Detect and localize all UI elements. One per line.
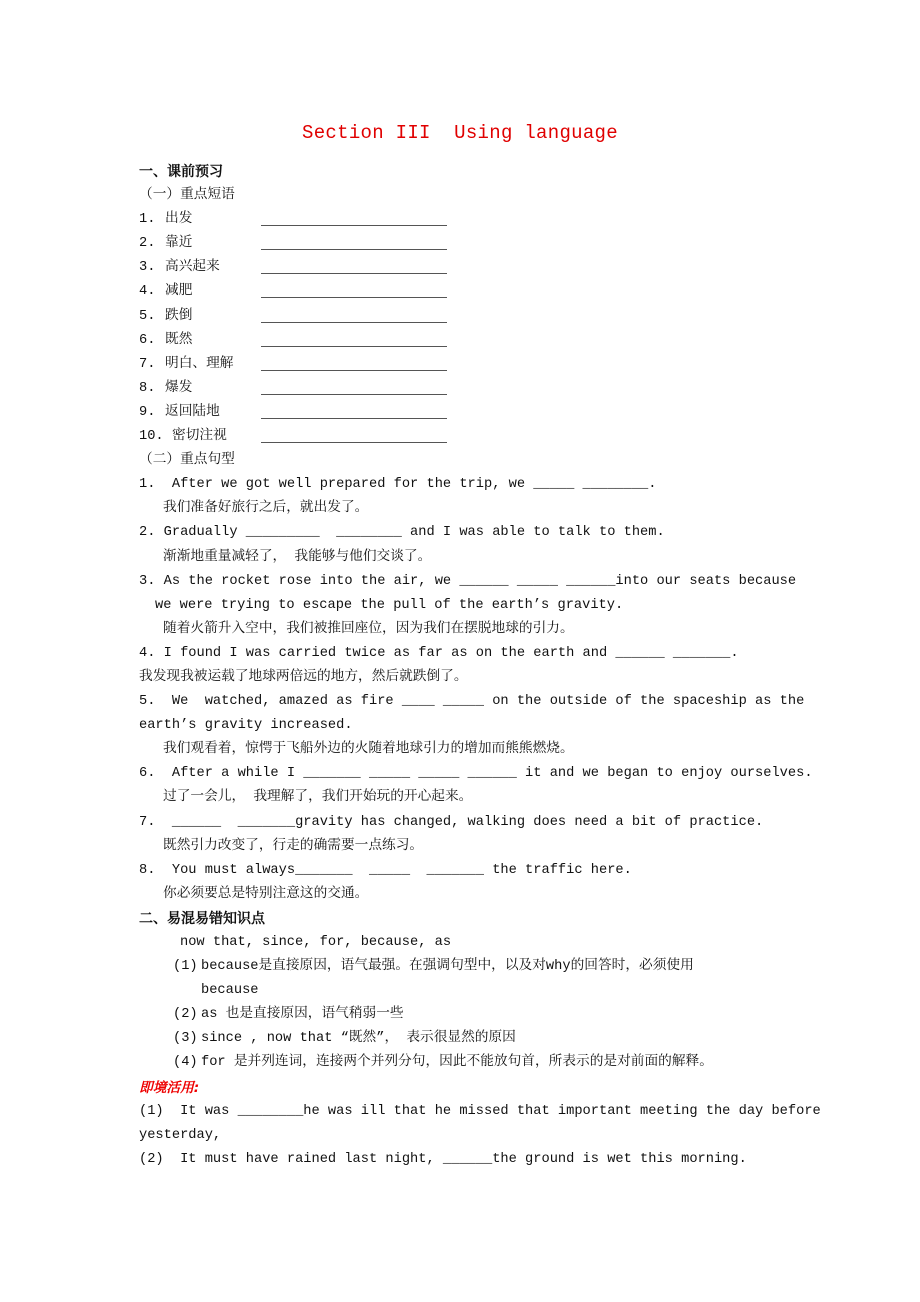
point-text: because是直接原因，语气最强。在强调句型中，以及对why的回答时，必须使用 xyxy=(201,959,694,975)
translation-4: 我发现我被运载了地球两倍远的地方，然后就跌倒了。 xyxy=(139,669,468,685)
sentence-7: 7. ______ _______gravity has changed, walking does need a bit of practice. xyxy=(139,814,764,830)
point-number: (4) xyxy=(173,1055,198,1071)
practice-1: (1) It was ________he was ill that he missed that important meeting the day before xyxy=(139,1103,821,1119)
practice-2: (2) It must have rained last night, ______the ground is wet this morning. xyxy=(139,1151,747,1167)
sentence-3: 3. As the rocket rose into the air, we ______ _____ ______into our seats because xyxy=(139,573,797,589)
subheading-phrases: （一）重点短语 xyxy=(139,188,235,204)
point-text: because xyxy=(201,983,259,999)
translation-8: 你必须要总是特别注意这的交通。 xyxy=(163,886,369,902)
phrase-number: 5. xyxy=(139,308,156,324)
phrase-item xyxy=(139,377,799,401)
conjunction-list: now that, since, for, because, as xyxy=(180,935,452,950)
answer-blank[interactable] xyxy=(261,329,447,347)
translation-6: 过了一会儿， 我理解了，我们开始玩的开心起来。 xyxy=(163,790,473,806)
phrase-item xyxy=(139,208,799,232)
sentence-5-cont: earth’s gravity increased. xyxy=(139,718,353,734)
phrase-number: 9. xyxy=(139,404,156,420)
sentence-6: 6. After a while I _______ _____ _____ ______ it and we began to enjoy ourselves. xyxy=(139,766,813,782)
phrase-number: 1. xyxy=(139,212,156,228)
answer-blank[interactable] xyxy=(261,280,447,298)
document-body xyxy=(139,160,821,1172)
phrase-chinese: 高兴起来 xyxy=(165,260,220,276)
phrase-number: 2. xyxy=(139,236,156,252)
phrase-chinese: 跌倒 xyxy=(165,308,193,324)
answer-blank[interactable] xyxy=(261,401,447,419)
answer-blank[interactable] xyxy=(261,353,447,371)
sentence-1: 1. After we got well prepared for the trip, we _____ ________. xyxy=(139,477,657,493)
phrase-chinese: 明白、理解 xyxy=(165,356,234,372)
phrase-chinese: 既然 xyxy=(165,332,193,348)
section-heading-preview: 一、课前预习 xyxy=(139,164,223,180)
phrase-chinese: 爆发 xyxy=(165,380,193,396)
phrase-item xyxy=(139,401,799,425)
phrase-chinese: 密切注视 xyxy=(172,429,227,445)
point-text: since , now that “既然”， 表示很显然的原因 xyxy=(201,1031,516,1047)
subheading-sentences: （二）重点句型 xyxy=(139,453,235,469)
translation-7: 既然引力改变了，行走的确需要一点练习。 xyxy=(163,838,424,854)
sentence-4: 4. I found I was carried twice as far as on the earth and ______ _______. xyxy=(139,645,739,661)
translation-3: 随着火箭升入空中，我们被推回座位，因为我们在摆脱地球的引力。 xyxy=(163,621,574,637)
answer-blank[interactable] xyxy=(261,377,447,395)
phrase-item xyxy=(139,256,799,280)
phrase-item xyxy=(139,425,799,449)
point-item xyxy=(139,1003,799,1027)
practice-heading: 即境活用: xyxy=(139,1079,200,1096)
point-item xyxy=(139,1051,799,1075)
answer-blank[interactable] xyxy=(261,208,447,226)
phrase-item xyxy=(139,232,799,256)
sentence-8: 8. You must always_______ _____ _______ the traffic here. xyxy=(139,862,632,878)
point-number: (2) xyxy=(173,1007,198,1023)
translation-2: 渐渐地重量减轻了， 我能够与他们交谈了。 xyxy=(163,549,432,565)
answer-blank[interactable] xyxy=(261,305,447,323)
phrase-chinese: 减肥 xyxy=(165,284,193,300)
phrase-item xyxy=(139,305,799,329)
sentence-3-cont: we were trying to escape the pull of the earth’s gravity. xyxy=(155,597,624,613)
phrase-item xyxy=(139,329,799,353)
page-title: Section III Using language xyxy=(302,122,618,144)
phrase-chinese: 靠近 xyxy=(165,236,193,252)
point-item xyxy=(139,979,799,1003)
phrase-number: 10. xyxy=(139,429,164,445)
answer-blank[interactable] xyxy=(261,256,447,274)
sentence-5: 5. We watched, amazed as fire ____ _____ on the outside of the spaceship as the xyxy=(139,694,805,710)
point-number: (3) xyxy=(173,1031,198,1047)
section-heading-confusables: 二、易混易错知识点 xyxy=(139,910,265,927)
practice-1-cont: yesterday, xyxy=(139,1127,222,1143)
point-item xyxy=(139,955,799,979)
point-text: for 是并列连词，连接两个并列分句，因此不能放句首，所表示的是对前面的解释。 xyxy=(201,1055,713,1071)
point-number: (1) xyxy=(173,959,198,975)
sentence-2: 2. Gradually _________ ________ and I was able to talk to them. xyxy=(139,525,665,541)
phrase-number: 7. xyxy=(139,356,156,372)
phrase-chinese: 返回陆地 xyxy=(165,404,220,420)
phrase-number: 8. xyxy=(139,380,156,396)
phrase-number: 6. xyxy=(139,332,156,348)
phrase-item xyxy=(139,280,799,304)
points-list xyxy=(139,955,799,1075)
phrase-number: 4. xyxy=(139,284,156,300)
answer-blank[interactable] xyxy=(261,425,447,443)
translation-1: 我们准备好旅行之后，就出发了。 xyxy=(163,501,369,517)
answer-blank[interactable] xyxy=(261,232,447,250)
phrase-list xyxy=(139,208,799,449)
phrase-item xyxy=(139,353,799,377)
phrase-number: 3. xyxy=(139,260,156,276)
point-text: as 也是直接原因，语气稍弱一些 xyxy=(201,1007,404,1023)
phrase-chinese: 出发 xyxy=(165,212,193,228)
point-item xyxy=(139,1027,799,1051)
translation-5: 我们观看着，惊愕于飞船外边的火随着地球引力的增加而熊熊燃烧。 xyxy=(163,742,574,758)
